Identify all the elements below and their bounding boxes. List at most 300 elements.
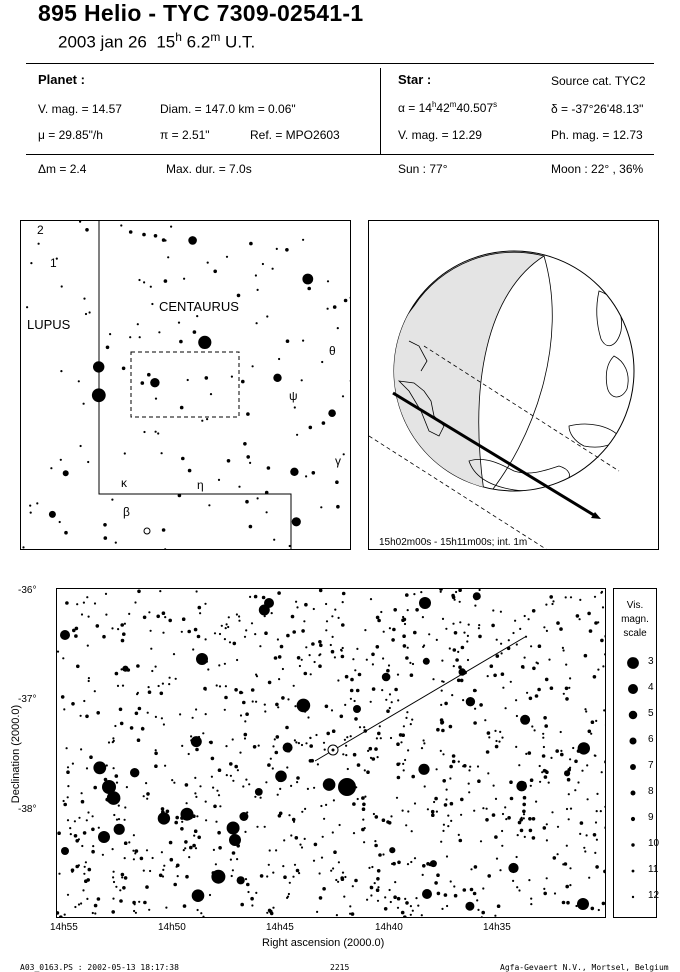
star-dot [155, 716, 157, 718]
star-dot [385, 699, 387, 701]
star-dot [314, 661, 316, 663]
star-dot [216, 684, 218, 686]
star-dot [309, 737, 311, 739]
star-dot [524, 657, 526, 659]
star-dot [93, 761, 106, 774]
star-dot [168, 619, 172, 623]
star-dot [230, 859, 232, 861]
star-dot [465, 902, 474, 911]
star-dot [298, 872, 300, 874]
star-dot [264, 710, 266, 712]
star-dot [122, 685, 124, 687]
star-dot [255, 892, 257, 894]
star-dot [407, 647, 409, 649]
bright-star [196, 653, 208, 665]
star-dot [394, 881, 396, 883]
star-dot [185, 783, 189, 787]
star-dot [164, 548, 166, 550]
star-dot [57, 651, 59, 653]
star-dot [175, 678, 177, 680]
star-dot [161, 810, 165, 814]
star-dot [124, 806, 126, 808]
star-dot [418, 764, 429, 775]
star-dot [570, 808, 572, 810]
star-dot [396, 742, 400, 746]
star-dot [59, 521, 61, 523]
star-dot [277, 591, 281, 595]
star-dot [297, 656, 301, 660]
star-dot [447, 825, 449, 827]
star-dot [566, 808, 568, 810]
star-dot [410, 905, 412, 907]
star-dot [189, 846, 193, 850]
star-dot [517, 834, 519, 836]
star-dot [415, 608, 419, 612]
star-dot [493, 785, 495, 787]
star-dot [283, 743, 293, 753]
star-dot [410, 723, 412, 725]
star-dot [115, 774, 119, 778]
star-dot [119, 708, 123, 712]
star-dot [417, 905, 419, 907]
ra-m-unit: m [449, 100, 457, 109]
star-dot [518, 764, 520, 766]
star-dot [516, 781, 527, 792]
star-dot [487, 874, 491, 878]
star-dot [523, 796, 527, 800]
star-dot [445, 798, 447, 800]
star-dot [88, 868, 92, 872]
star-dot [72, 763, 74, 765]
star-dot [307, 287, 311, 291]
star-dot [135, 849, 139, 853]
star-dot [543, 626, 545, 628]
star-dot [174, 821, 178, 825]
star-dot [422, 874, 424, 876]
star-dot [319, 644, 323, 648]
star-dot [552, 600, 554, 602]
star-dot [394, 688, 398, 692]
star-dot [377, 886, 379, 888]
star-dot [391, 638, 395, 642]
star-dot [255, 701, 257, 703]
star-dot [486, 808, 488, 810]
star-dot [310, 759, 314, 763]
star-dot [137, 323, 139, 325]
star-dot [568, 818, 570, 820]
star-dot [183, 278, 185, 280]
star-dot [304, 838, 306, 840]
star-dot [301, 379, 303, 381]
star-dot [196, 315, 198, 317]
star-dot [546, 839, 548, 841]
star-dot [512, 880, 514, 882]
star-dot [161, 452, 163, 454]
star-dot [249, 596, 251, 598]
star-dot [532, 609, 536, 613]
star-dot [181, 457, 185, 461]
star-dot [341, 877, 345, 881]
star-dot [504, 806, 506, 808]
star-dot [376, 737, 378, 739]
star-dot [431, 813, 435, 817]
star-dot [501, 672, 505, 676]
star-dot [479, 703, 483, 707]
star-dot [229, 762, 233, 766]
scale-label: 8 [648, 786, 654, 797]
star-dot [218, 768, 222, 772]
star-dot [372, 687, 376, 691]
star-dot [224, 638, 226, 640]
star-dot [154, 234, 158, 238]
star-dot [441, 729, 445, 733]
star-dot [85, 715, 89, 719]
star-dot [333, 850, 337, 854]
star-dot [30, 512, 32, 514]
star-dot [371, 653, 375, 657]
star-dot [280, 645, 284, 649]
star-dot [523, 817, 525, 819]
star-dot [453, 885, 455, 887]
star-dot [423, 742, 425, 744]
star-dot [164, 765, 166, 767]
star-dot [479, 589, 481, 591]
star-dot [427, 808, 429, 810]
star-dot [194, 829, 198, 833]
star-dot [278, 678, 280, 680]
label-lupus: LUPUS [27, 317, 71, 332]
star-dot [193, 330, 197, 334]
star-dot [209, 894, 211, 896]
star-dot [74, 634, 78, 638]
scale-label: 7 [648, 760, 654, 771]
star-dot [344, 739, 346, 741]
star-dot [249, 462, 251, 464]
star-dot [436, 639, 438, 641]
star-dot [401, 733, 405, 737]
star-dot [158, 685, 160, 687]
star-dot [494, 835, 498, 839]
star-dot [452, 760, 456, 764]
star-dot [119, 889, 121, 891]
star-dot [326, 732, 330, 736]
star-dot [278, 655, 282, 659]
star-dot [534, 729, 536, 731]
star-dot [269, 910, 273, 914]
star-dot [272, 767, 274, 769]
star-dot [277, 638, 279, 640]
star-dot [148, 909, 150, 911]
star-dot [225, 745, 227, 747]
star-dot [304, 603, 308, 607]
star-dot [92, 388, 106, 402]
star-dot [85, 228, 89, 232]
moon-info: Moon : 22° , 36% [551, 162, 644, 176]
bright-star [353, 705, 361, 713]
star-dot [455, 658, 459, 662]
star-dot [319, 896, 323, 900]
star-dot [557, 853, 559, 855]
star-dot [466, 640, 468, 642]
star-dot [283, 875, 287, 879]
star-dot [458, 589, 462, 592]
star-dot [64, 531, 68, 535]
bright-star [422, 889, 432, 899]
star-dot [158, 812, 170, 824]
star-dot [168, 683, 170, 685]
scale-dot [632, 896, 634, 898]
info-top-rule [26, 63, 654, 64]
star-dot [437, 892, 441, 896]
star-dot [225, 627, 227, 629]
star-dot [338, 861, 340, 863]
scale-dot [631, 817, 635, 821]
event-hour: 15 [156, 32, 176, 52]
star-dot [578, 742, 590, 754]
star-dot [192, 717, 194, 719]
star-dot [238, 486, 240, 488]
star-dot [587, 798, 589, 800]
star-dot [290, 785, 292, 787]
star-dot [93, 361, 104, 372]
star-dot [111, 910, 115, 914]
star-dot [278, 358, 280, 360]
star-dot [356, 648, 358, 650]
star-dot [434, 881, 438, 885]
star-dot [356, 689, 360, 693]
star-dot [266, 315, 268, 317]
star-dot [229, 641, 231, 643]
scale-title-line2: magn. [621, 614, 649, 625]
star-dot [544, 724, 548, 728]
star-dot [236, 858, 238, 860]
star-dot [301, 629, 305, 633]
star-dot [238, 620, 240, 622]
star-dot [500, 643, 502, 645]
star-dot [111, 499, 113, 501]
star-dot [304, 672, 308, 676]
star-dot [209, 741, 213, 745]
star-dot [543, 746, 545, 748]
star-dot [266, 875, 268, 877]
star-dot [114, 725, 116, 727]
star-dot [400, 741, 402, 743]
star-dot [530, 903, 532, 905]
star-dot [116, 782, 118, 784]
star-dot [332, 729, 336, 733]
star-dot [401, 911, 405, 915]
star-dot [302, 274, 313, 285]
star-dot [545, 678, 549, 682]
star-dot [63, 470, 69, 476]
y-tick-2: -37° [18, 694, 37, 705]
star-dot [436, 873, 440, 877]
star-dot [303, 620, 305, 622]
star-dot [295, 601, 297, 603]
star-dot [208, 504, 210, 506]
star-dot [392, 628, 396, 632]
star-dot [244, 831, 246, 833]
star-dot [283, 776, 285, 778]
star-dot [460, 814, 462, 816]
star-dot [340, 649, 342, 651]
star-dot [87, 811, 89, 813]
star-dot [275, 771, 287, 783]
star-dot [337, 881, 339, 883]
star-dot [233, 642, 237, 646]
star-dot [421, 914, 423, 916]
star-dot [176, 864, 180, 868]
star-dot [130, 768, 139, 777]
star-dot [318, 654, 320, 656]
star-dot [377, 869, 381, 873]
star-dot [106, 346, 110, 350]
star-dot [413, 631, 417, 635]
star-dot [265, 781, 267, 783]
star-dot [260, 874, 264, 878]
star-dot [539, 781, 541, 783]
label-eta: η [197, 478, 204, 492]
star-dot [292, 517, 301, 526]
star-dot [179, 340, 183, 344]
star-dot [507, 816, 511, 820]
star-dot [254, 595, 258, 599]
star-dot [404, 623, 406, 625]
star-dot [159, 590, 161, 592]
star-dot [98, 827, 100, 829]
star-dot [587, 612, 591, 616]
star-dot [433, 801, 435, 803]
star-dot [320, 506, 322, 508]
star-dot [213, 270, 217, 274]
star-dot [299, 665, 301, 667]
star-dot [305, 475, 307, 477]
star-dot [535, 694, 539, 698]
star-dot [546, 877, 548, 879]
delta-mag: Δm = 2.4 [38, 162, 87, 176]
star-dot [156, 615, 160, 619]
star-dot [250, 897, 254, 901]
star-dot [518, 821, 522, 825]
star-dot [333, 799, 335, 801]
star-dot [124, 876, 128, 880]
star-dot [370, 598, 372, 600]
star-dot [252, 365, 254, 367]
star-dot [370, 757, 372, 759]
star-dot [451, 694, 453, 696]
star-dot [327, 280, 329, 282]
star-dot [397, 699, 399, 701]
star-dot [454, 631, 458, 635]
star-dot [528, 817, 532, 821]
star-dot [374, 844, 378, 848]
star-dot [350, 678, 354, 682]
star-dot [177, 875, 179, 877]
star-dot [102, 635, 106, 639]
star-dot [520, 829, 524, 833]
star-dot [492, 609, 494, 611]
star-dot [542, 737, 544, 739]
star-dot [529, 697, 533, 701]
star-dot [476, 899, 478, 901]
star-dot [491, 624, 495, 628]
star-dot [145, 782, 147, 784]
star-dot [264, 631, 268, 635]
star-dot [158, 331, 160, 333]
star-dot [490, 664, 494, 668]
star-dot [569, 867, 571, 869]
star-dot [319, 589, 323, 592]
star-dot [251, 688, 255, 692]
star-dot [372, 663, 374, 665]
star-dot [292, 630, 296, 634]
star-dot [81, 800, 85, 804]
star-dot [565, 687, 569, 691]
star-dot [350, 380, 351, 382]
star-dot [403, 725, 405, 727]
star-dot [512, 632, 514, 634]
star-dot [116, 819, 118, 821]
star-dot [436, 811, 438, 813]
star-dot [576, 614, 580, 618]
star-dot [117, 685, 119, 687]
star-dot [543, 888, 545, 890]
star-dot [94, 602, 96, 604]
star-dot [285, 726, 289, 730]
star-dot [294, 739, 296, 741]
star-dot [430, 860, 437, 867]
star-dot [342, 753, 344, 755]
star-dot [147, 373, 151, 377]
star-dot [562, 647, 564, 649]
star-dot [180, 406, 184, 410]
star-dot [244, 737, 246, 739]
star-dot [447, 815, 449, 817]
globe-panel [368, 220, 659, 550]
star-dot [496, 654, 500, 658]
star-dot [473, 721, 477, 725]
star-dot [291, 615, 295, 619]
star-dot [80, 445, 82, 447]
star-dot [466, 697, 475, 706]
star-dot [145, 885, 149, 889]
star-dot [262, 596, 266, 600]
star-dot [538, 644, 542, 648]
star-dot [453, 665, 455, 667]
star-dot [192, 844, 196, 848]
star-dot [171, 779, 173, 781]
star-dot [495, 740, 497, 742]
star-dot [337, 679, 339, 681]
star-dot [410, 914, 412, 916]
star-dot [384, 907, 388, 911]
star-dot [404, 759, 406, 761]
star-dot [143, 616, 147, 620]
label-star-2: 2 [37, 223, 44, 237]
star-dot [188, 469, 192, 473]
star-dot [332, 831, 334, 833]
star-dot [412, 910, 414, 912]
star-dot [292, 818, 296, 822]
star-dot [530, 898, 532, 900]
star-dot [198, 336, 211, 349]
star-dot [61, 695, 65, 699]
star-dot [182, 617, 186, 621]
star-dot [461, 646, 465, 650]
star-dot [545, 604, 547, 606]
star-dot [84, 866, 86, 868]
star-dot [38, 243, 40, 245]
